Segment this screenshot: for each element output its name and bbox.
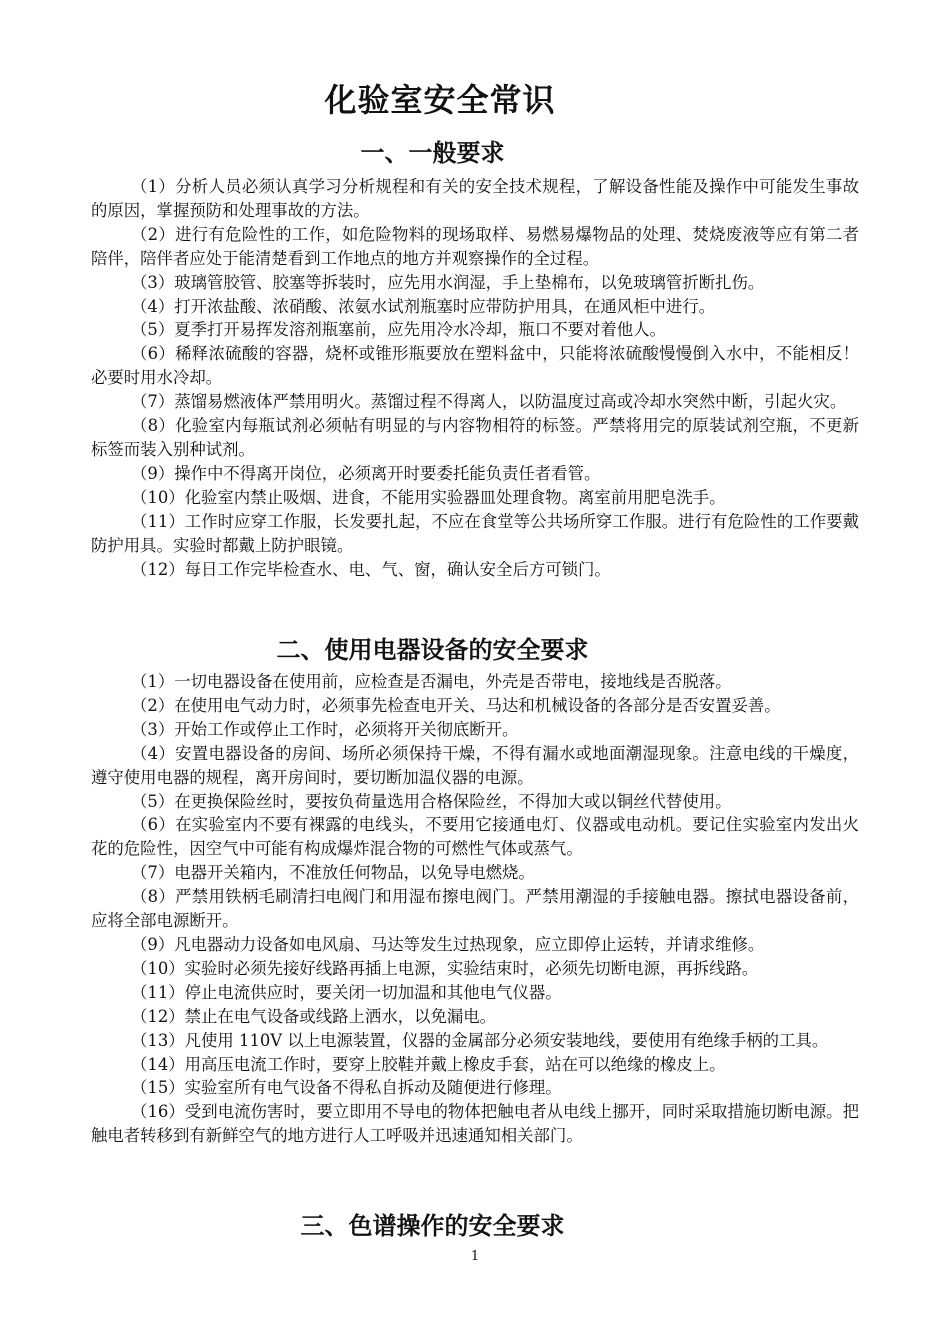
list-item: （6）稀释浓硫酸的容器，烧杯或锥形瓶要放在塑料盆中，只能将浓硫酸慢慢倒入水中，不能相反！必要时用水冷却。 <box>91 344 859 388</box>
list-item: （11）工作时应穿工作服，长发要扎起，不应在食堂等公共场所穿工作服。进行有危险性的工作要戴防护用具。实验时都戴上防护眼镜。 <box>91 511 859 555</box>
list-item: （5）夏季打开易挥发溶剂瓶塞前，应先用冷水冷却，瓶口不要对着他人。 <box>131 320 666 340</box>
section-body-general <box>91 175 859 581</box>
list-item: （7）电器开关箱内，不准放任何物品，以免导电燃烧。 <box>131 863 535 883</box>
list-item: （1）一切电器设备在使用前，应检查是否漏电，外壳是否带电，接地线是否脱落。 <box>131 672 732 691</box>
section-heading-general: 一、一般要求 <box>360 138 505 167</box>
list-item: （10）实验时必须先接好线路再插上电源，实验结束时，必须先切断电源，再拆线路。 <box>131 958 759 978</box>
list-item: （10）化验室内禁止吸烟、进食，不能用实验器皿处理食物。离室前用肥皂洗手。 <box>131 487 726 507</box>
section-body-electrical <box>91 670 859 1148</box>
list-item: （4）安置电器设备的房间、场所必须保持干燥，不得有漏水或地面潮湿现象。注意电线的干燥度，遵守使用电器的规程，离开房间时，要切断加温仪器的电源。 <box>91 743 859 787</box>
list-item: （6）在实验室内不要有裸露的电线头，不要用它接通电灯、仪器或电动机。要记住实验室内发出火花的危险性，因空气中可能有构成爆炸混合物的可燃性气体或蒸气。 <box>91 815 859 859</box>
list-item: （11）停止电流供应时，要关闭一切加温和其他电气仪器。 <box>131 982 562 1002</box>
list-item: （4）打开浓盐酸、浓硝酸、浓氨水试剂瓶塞时应带防护用具，在通风柜中进行。 <box>131 296 716 316</box>
document-title: 化验室安全常识 <box>324 81 556 119</box>
list-item: （15）实验室所有电气设备不得私自拆动及随便进行修理。 <box>131 1078 562 1098</box>
list-item: （14）用高压电流工作时，要穿上胶鞋并戴上橡皮手套，站在可以绝缘的橡皮上。 <box>131 1054 726 1074</box>
list-item: （9）凡电器动力设备如电风扇、马达等发生过热现象，应立即停止运转，并请求维修。 <box>131 934 765 954</box>
list-item: （5）在更换保险丝时，要按负荷量选用合格保险丝，不得加大或以铜丝代替使用。 <box>131 791 732 811</box>
list-item: （8）化验室内每瓶试剂必须帖有明显的与内容物相符的标签。严禁将用完的原装试剂空瓶，不更新标签而装入别种试剂。 <box>91 416 859 459</box>
section-heading-electrical: 二、使用电器设备的安全要求 <box>276 635 589 664</box>
list-item: （13）凡使用 110V 以上电源装置，仪器的金属部分必须安装地线，要使用有绝缘手柄的工具。 <box>131 1030 829 1050</box>
list-item: （7）蒸馏易燃液体严禁用明火。蒸馏过程不得离人，以防温度过高或冷却水突然中断，引起火灾。 <box>131 392 847 412</box>
list-item: （16）受到电流伤害时，要立即用不导电的物体把触电者从电线上挪开，同时采取措施切断电源。把触电者转移到有新鲜空气的地方进行人工呼吸并迅速通知相关部门。 <box>91 1102 859 1146</box>
list-item: （8）严禁用铁柄毛刷清扫电阀门和用湿布擦电阀门。严禁用潮湿的手接触电器。擦拭电器设备前，应将全部电源断开。 <box>91 887 859 931</box>
list-item: （12）禁止在电气设备或线路上洒水，以免漏电。 <box>131 1006 497 1026</box>
list-item: （2）在使用电气动力时，必须事先检查电开关、马达和机械设备的各部分是否安置妥善。 <box>131 695 781 715</box>
list-item: （12）每日工作完毕检查水、电、气、窗，确认安全后方可锁门。 <box>131 559 611 579</box>
page-number: 1 <box>470 1249 480 1264</box>
list-item: （2）进行有危险性的工作，如危险物料的现场取样、易燃易爆物品的处理、焚烧废液等应有第二者陪伴，陪伴者应处于能清楚看到工作地点的地方并观察操作的全过程。 <box>91 224 859 268</box>
list-item: （9）操作中不得离开岗位，必须离开时要委托能负责任者看管。 <box>131 463 601 483</box>
list-item: （3）开始工作或停止工作时，必须将开关彻底断开。 <box>131 719 519 739</box>
list-item: （3）玻璃管胶管、胶塞等拆装时，应先用水润湿，手上垫棉布，以免玻璃管折断扎伤。 <box>131 272 765 292</box>
list-item: （1）分析人员必须认真学习分析规程和有关的安全技术规程，了解设备性能及操作中可能发生事故的原因，掌握预防和处理事故的方法。 <box>91 177 859 220</box>
section-heading-chromatography: 三、色谱操作的安全要求 <box>300 1211 565 1240</box>
